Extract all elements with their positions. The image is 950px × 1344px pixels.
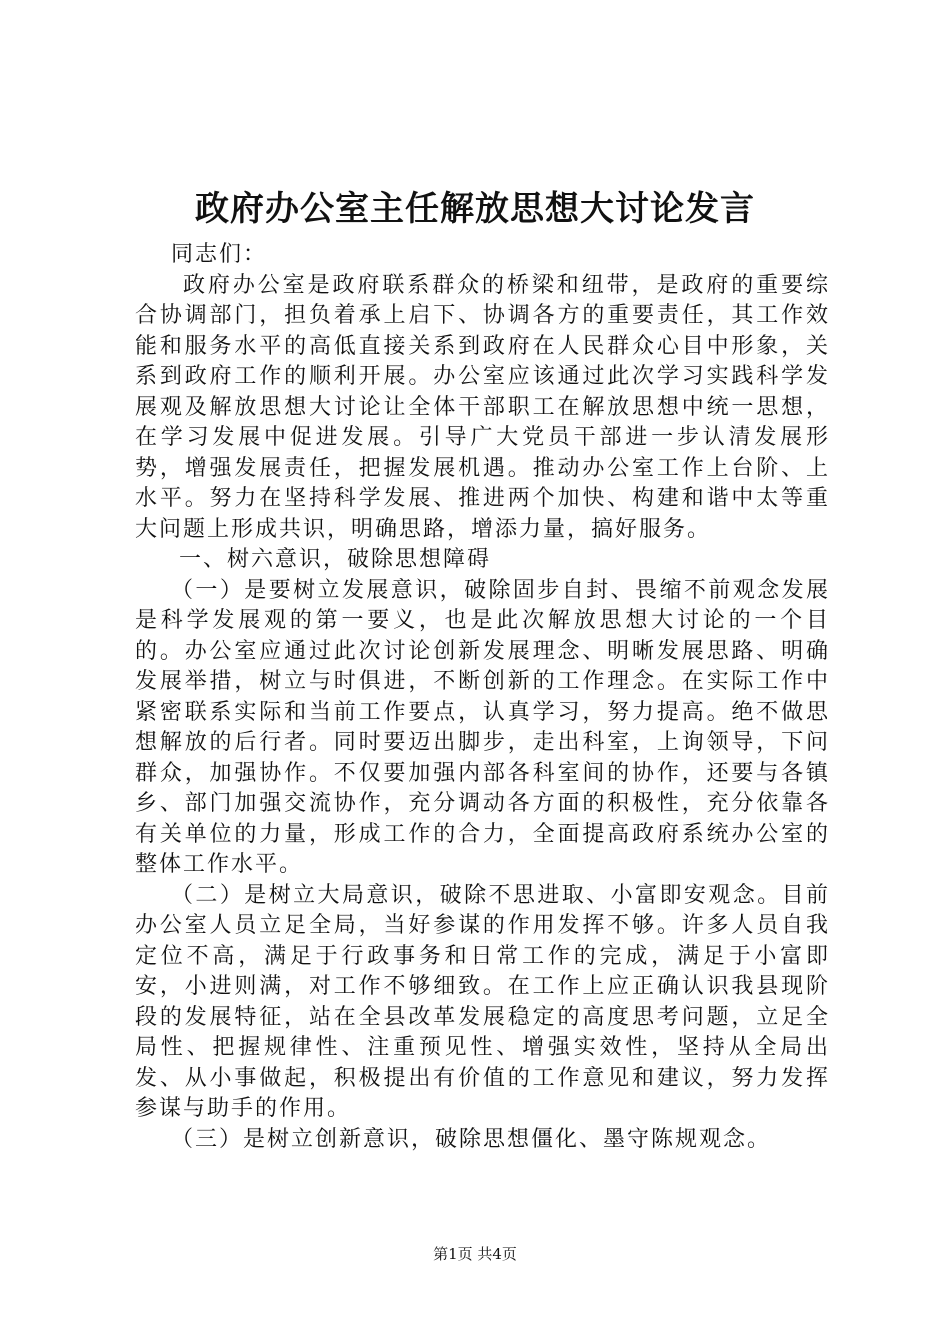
point-one-paragraph: （一）是要树立发展意识，破除固步自封、畏缩不前观念发展是科学发展观的第一要义，也是此次解放思想大讨论的一个目的。办公室应通过此次讨论创新发展理念、明晰发展思路、明确发展举措，树立与时俱进，不断创新的工作理念。在实际工作中紧密联系实际和当前工作要点，认真学习，努力提高。绝不做思想解放的后行者。同时要迈出脚步，走出科室，上询领导，下问群众，加强协作。不仅要加强内部各科室间的协作，还要与各镇乡、部门加强交流协作，充分调动各方面的积极性，充分依靠各有关单位的力量，形成工作的合力，全面提高政府系统办公室的整体工作水平。	[135, 577, 830, 877]
section-heading: 一、树六意识，破除思想障碍	[179, 547, 492, 572]
page-footer: 第1页 共4页	[433, 1245, 517, 1263]
point-two-paragraph: （二）是树立大局意识，破除不思进取、小富即安观念。目前办公室人员立足全局，当好参谋的作用发挥不够。许多人员自我定位不高，满足于行政事务和日常工作的完成，满足于小富即安，小进则满，对工作不够细致。在工作上应正确认识我县现阶段的发展特征，站在全县改革发展稳定的高度思考问题，立足全局性、把握规律性、注重预见性、增强实效性，坚持从全局出发、从小事做起，积极提出有价值的工作意见和建议，努力发挥参谋与助手的作用。	[135, 882, 830, 1121]
point-three-paragraph: （三）是树立创新意识，破除思想僵化、墨守陈规观念。	[171, 1126, 772, 1152]
document-body	[135, 240, 830, 1155]
salutation: 同志们：	[171, 242, 268, 267]
intro-paragraph: 政府办公室是政府联系群众的桥梁和纽带，是政府的重要综合协调部门，担负着承上启下、协调各方的重要责任，其工作效能和服务水平的高低直接关系到政府在人民群众心目中形象，关系到政府工作的顺利开展。办公室应该通过此次学习实践科学发展观及解放思想大讨论让全体干部职工在解放思想中统一思想，在学习发展中促进发展。引导广大党员干部进一步认清发展形势，增强发展责任，把握发展机遇。推动办公室工作上台阶、上水平。努力在坚持科学发展、推进两个加快、构建和谐中太等重大问题上形成共识，明确思路，增添力量，搞好服务。	[135, 272, 830, 542]
document-title: 政府办公室主任解放思想大讨论发言	[195, 189, 755, 229]
